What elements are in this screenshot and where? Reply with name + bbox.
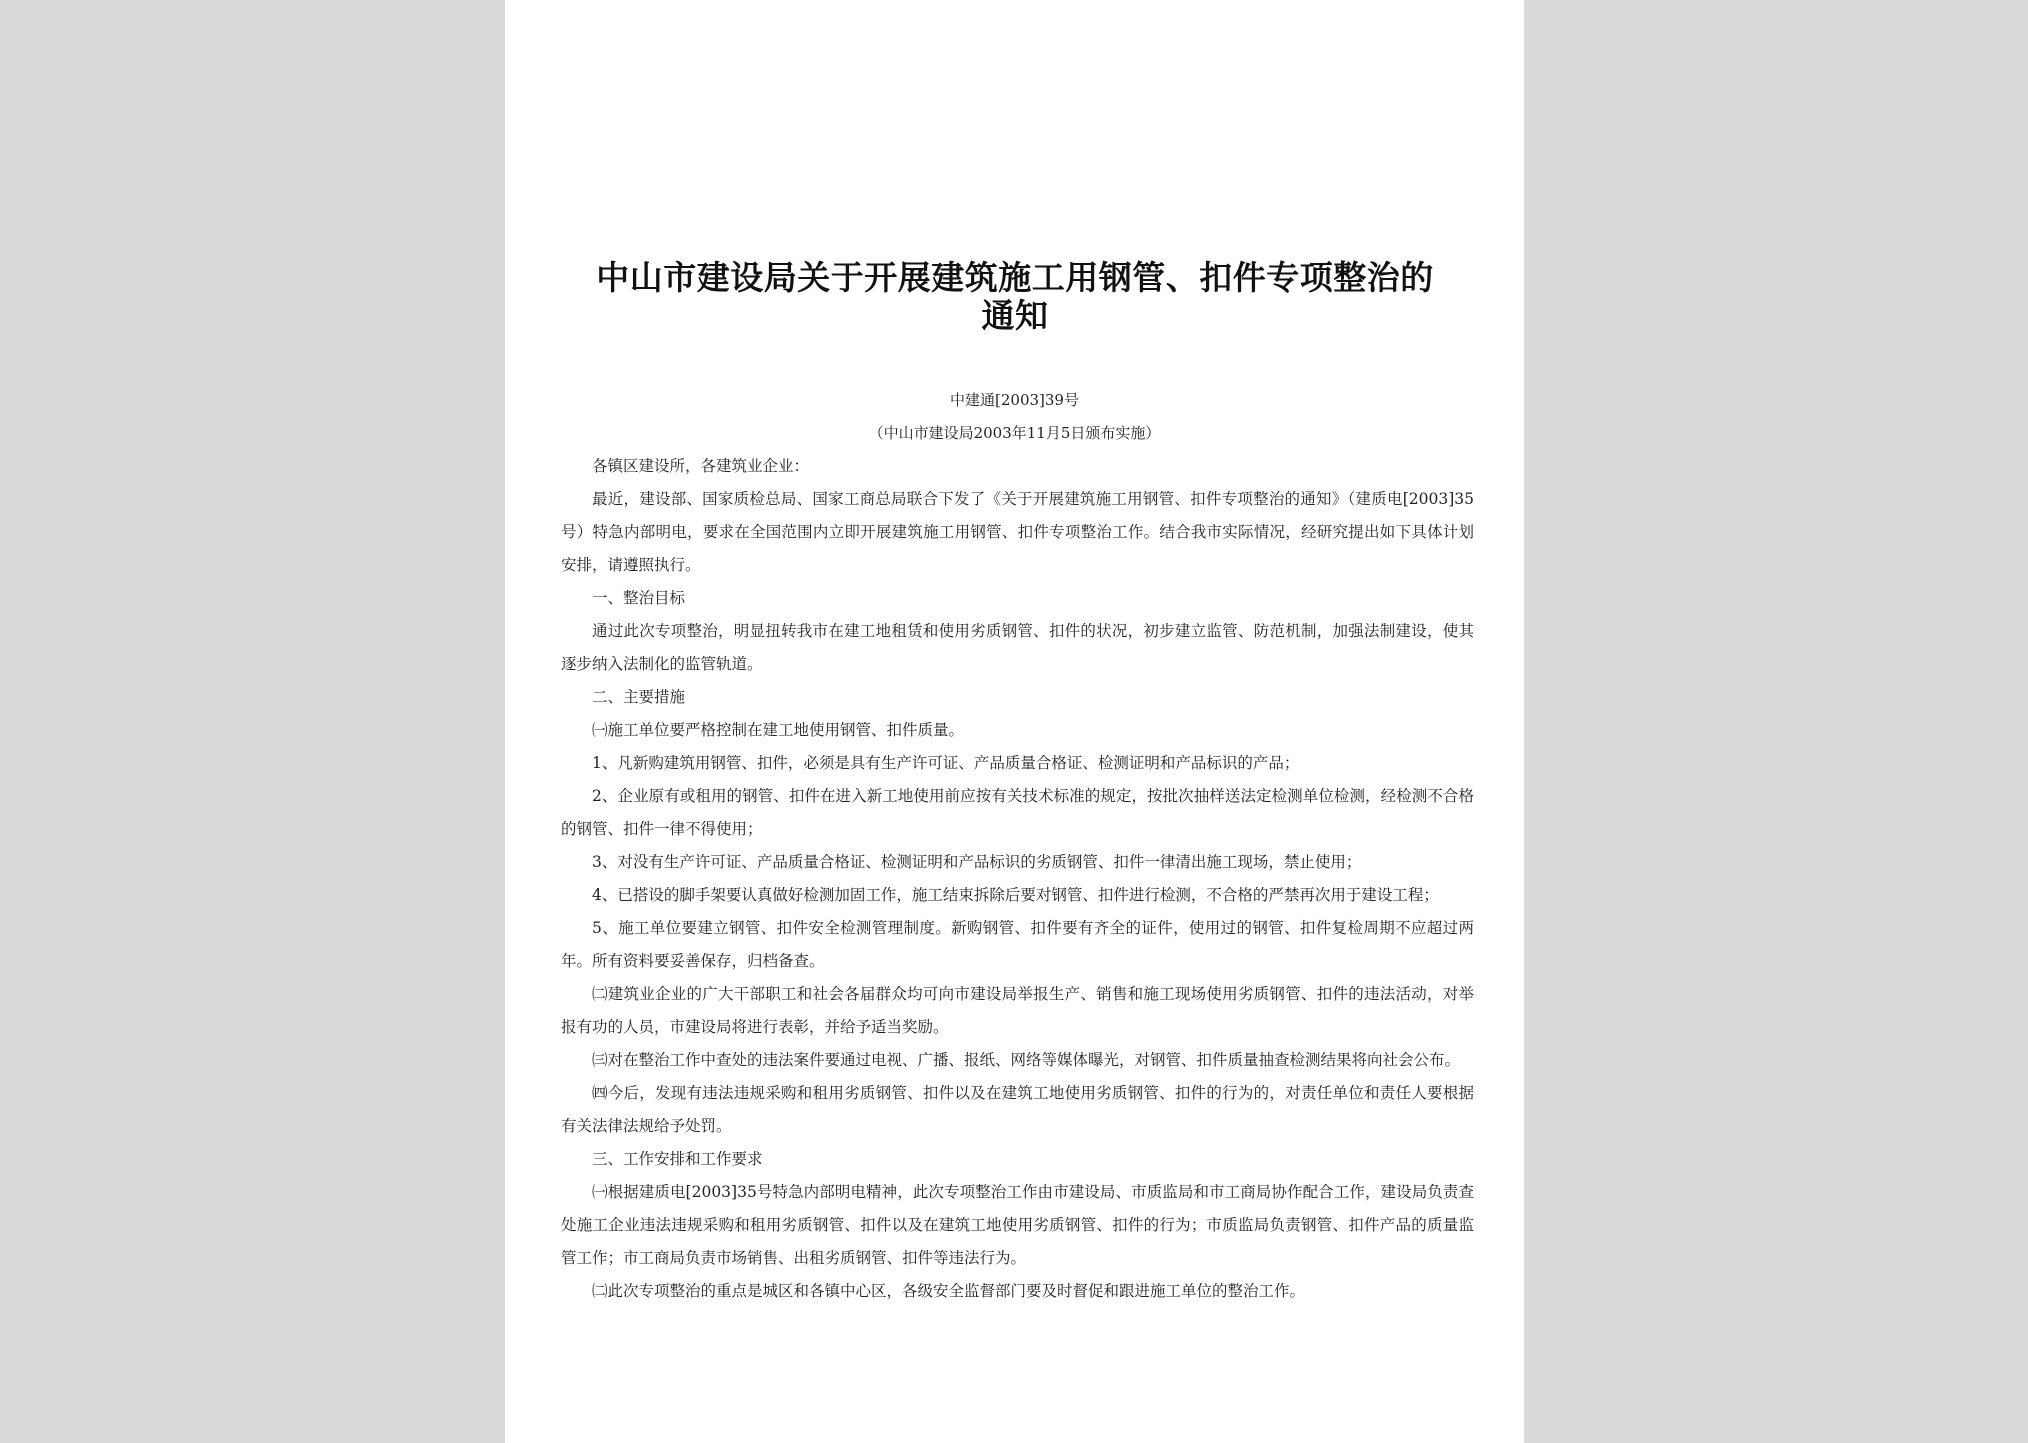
paragraph: ㈡此次专项整治的重点是城区和各镇中心区，各级安全监督部门要及时督促和跟进施工单位的整治工作。	[592, 1282, 1306, 1300]
paragraph: 4、已搭设的脚手架要认真做好检测加固工作，施工结束拆除后要对钢管、扣件进行检测，不合格的严禁再次用于建设工程；	[592, 886, 1439, 904]
paragraph: ㈠根据建质电[2003]35号特急内部明电精神，此次专项整治工作由市建设局、市质监局和市工商局协作配合工作，建设局负责查处施工企业违法违规采购和租用劣质钢管、扣件以及在建筑工地使用劣质钢管、扣件的行为；市质监局负责钢管、扣件产品的质量监管工作；市工商局负责市场销售、出租劣质钢管、扣件等违法行为。	[561, 1183, 1474, 1267]
paragraph: 5、施工单位要建立钢管、扣件安全检测管理制度。新购钢管、扣件要有齐全的证件，使用过的钢管、扣件复检周期不应超过两年。所有资料要妥善保存，归档备查。	[561, 919, 1474, 970]
document-page	[505, 0, 1524, 1443]
paragraph: 2、企业原有或租用的钢管、扣件在进入新工地使用前应按有关技术标准的规定，按批次抽样送法定检测单位检测，经检测不合格的钢管、扣件一律不得使用；	[561, 787, 1474, 838]
document-number: 中建通[2003]39号	[950, 391, 1079, 409]
section-heading: 二、主要措施	[592, 688, 686, 706]
paragraph: ㈢对在整治工作中查处的违法案件要通过电视、广播、报纸、网络等媒体曝光，对钢管、扣件质量抽查检测结果将向社会公布。	[592, 1051, 1461, 1069]
document-title: 中山市建设局关于开展建筑施工用钢管、扣件专项整治的通知	[596, 258, 1434, 335]
document-body	[561, 450, 1474, 1308]
paragraph: 1、凡新购建筑用钢管、扣件，必须是具有生产许可证、产品质量合格证、检测证明和产品标识的产品；	[592, 754, 1300, 772]
section-heading: 三、工作安排和工作要求	[592, 1150, 763, 1168]
paragraph: 3、对没有生产许可证、产品质量合格证、检测证明和产品标识的劣质钢管、扣件一律清出施工现场，禁止使用；	[592, 853, 1362, 871]
paragraph: 各镇区建设所，各建筑业企业：	[592, 457, 810, 475]
paragraph: ㈠施工单位要严格控制在建工地使用钢管、扣件质量。	[592, 721, 965, 739]
issue-info: （中山市建设局2003年11月5日颁布实施）	[868, 424, 1161, 442]
paragraph: ㈡建筑业企业的广大干部职工和社会各届群众均可向市建设局举报生产、销售和施工现场使用劣质钢管、扣件的违法活动，对举报有功的人员，市建设局将进行表彰，并给予适当奖励。	[561, 985, 1474, 1036]
section-heading: 一、整治目标	[592, 589, 686, 607]
paragraph: 最近，建设部、国家质检总局、国家工商总局联合下发了《关于开展建筑施工用钢管、扣件专项整治的通知》（建质电[2003]35号）特急内部明电，要求在全国范围内立即开展建筑施工用钢管、扣件专项整治工作。结合我市实际情况，经研究提出如下具体计划安排，请遵照执行。	[561, 490, 1474, 574]
paragraph: 通过此次专项整治，明显扭转我市在建工地租赁和使用劣质钢管、扣件的状况，初步建立监管、防范机制，加强法制建设，使其逐步纳入法制化的监管轨道。	[561, 622, 1474, 673]
paragraph: ㈣今后，发现有违法违规采购和租用劣质钢管、扣件以及在建筑工地使用劣质钢管、扣件的行为的，对责任单位和责任人要根据有关法律法规给予处罚。	[561, 1084, 1474, 1135]
